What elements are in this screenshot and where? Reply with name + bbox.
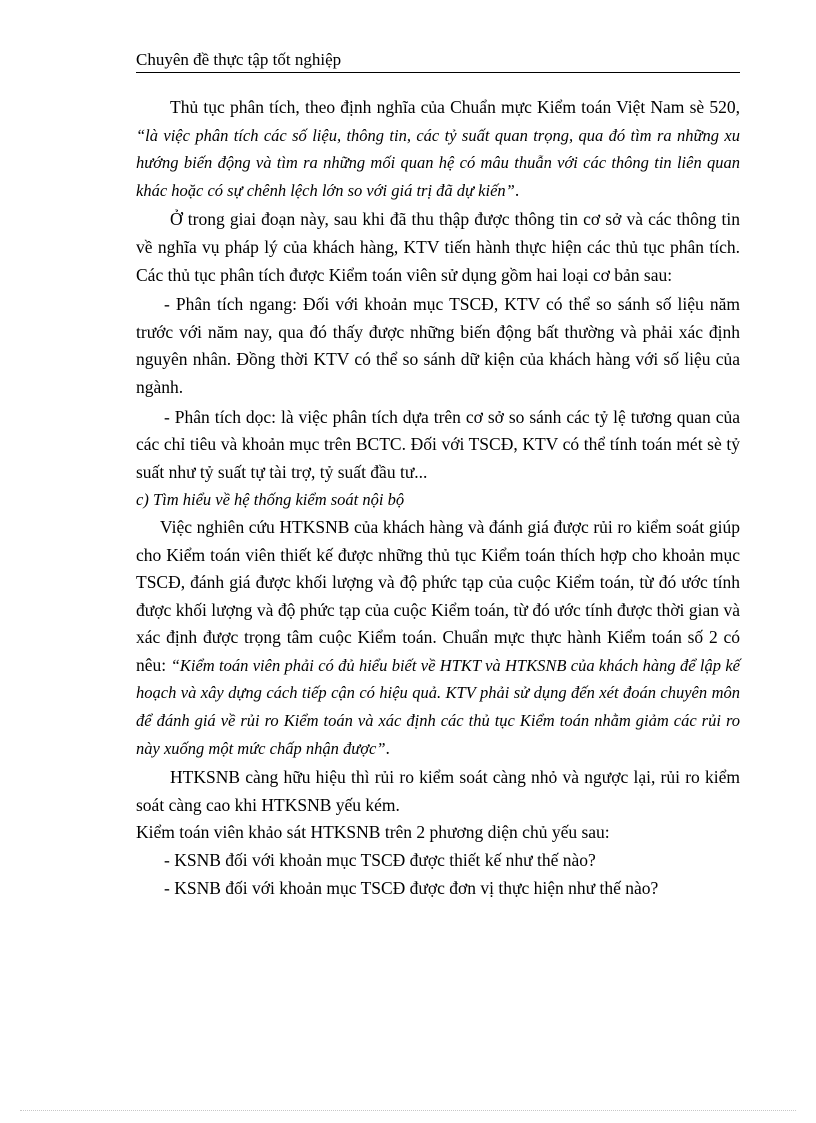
paragraph-survey: Kiểm toán viên khảo sát HTKSNB trên 2 phương diện chủ yếu sau: — [136, 822, 610, 843]
list-item-vertical-analysis: - Phân tích dọc: là việc phân tích dựa trên cơ sở so sánh các tỷ lệ tương quan của các chỉ tiêu và khoản mục trên BCTC. Đối với TSCĐ, KTV có thể tính toán mét sè tỷ suất như tỷ suất tự tài trợ, tỷ suất đầu tư... — [136, 406, 740, 482]
list-item-implementation: - KSNB đối với khoản mục TSCĐ được đơn vị thực hiện như thế nào? — [164, 877, 659, 898]
paragraph-end: . — [385, 737, 390, 758]
quote-text: “Kiểm toán viên phải có đủ hiểu biết về HTKT và HTKSNB của khách hàng để lập kế hoạch và xây dựng cách tiếp cận có hiệu quả. KTV phải sử dụng đến xét đoán chuyên môn để đánh giá về rủi ro Kiểm toán và xác định các thủ tục Kiểm toán nhằm giảm các rủi ro này xuống một mức chấp nhận được” — [136, 655, 740, 758]
paragraph-text: Thủ tục phân tích, theo định nghĩa của Chuẩn mực Kiểm toán Việt Nam sè 520, — [170, 97, 740, 117]
page-header — [136, 48, 740, 73]
paragraph-analysis-definition — [136, 94, 740, 204]
list-item-design: - KSNB đối với khoản mục TSCĐ được thiết kế như thế nào? — [164, 850, 596, 871]
paragraph-end: . — [514, 179, 520, 200]
quote-text: “là việc phân tích các số liệu, thông tin, các tỷ suất quan trọng, qua đó tìm ra những xu hướng biến động và tìm ra những mối quan hệ có mâu thuẫn với các thông tin liên quan khác hoặc có sự chênh lệch lớn so với giá trị đã dự kiến” — [136, 125, 740, 200]
section-heading-c: c) Tìm hiểu về hệ thống kiểm soát nội bộ — [136, 490, 405, 510]
paragraph-internal-control — [136, 514, 740, 762]
header-title: Chuyên đề thực tập tốt nghiệp — [136, 50, 342, 69]
list-item-horizontal-analysis: - Phân tích ngang: Đối với khoản mục TSCĐ, KTV có thể so sánh số liệu năm trước với năm nay, qua đó thấy được những biến động bất thường và phải xác định nguyên nhân. Đồng thời KTV có thể so sánh dữ kiện của khách hàng với số liệu của ngành. — [136, 294, 740, 397]
paragraph-effectiveness: HTKSNB càng hữu hiệu thì rủi ro kiểm soát càng nhỏ và ngược lại, rủi ro kiểm soát càng cao khi HTKSNB yếu kém. — [136, 767, 740, 815]
document-body — [136, 94, 740, 902]
footer-divider — [20, 1110, 796, 1111]
paragraph-text: Việc nghiên cứu HTKSNB của khách hàng và đánh giá được rủi ro kiểm soát giúp cho Kiểm toán viên thiết kế được những thủ tục Kiểm toán thích hợp cho khoản mục TSCĐ, đánh giá được khối lượng và độ phức tạp của cuộc Kiểm toán, từ đó ước tính được khối lượng và độ phức tạp của cuộc Kiểm toán, từ đó ước tính được thời gian và xác định được trọng tâm cuộc Kiểm toán. Chuẩn mực thực hành Kiểm toán số 2 có nêu: — [136, 516, 740, 675]
paragraph-analysis-stage: Ở trong giai đoạn này, sau khi đã thu thập được thông tin cơ sở và các thông tin về nghĩa vụ pháp lý của khách hàng, KTV tiến hành thực hiện các thủ tục phân tích. Các thủ tục phân tích được Kiểm toán viên sử dụng gồm hai loại cơ bản sau: — [136, 209, 740, 285]
